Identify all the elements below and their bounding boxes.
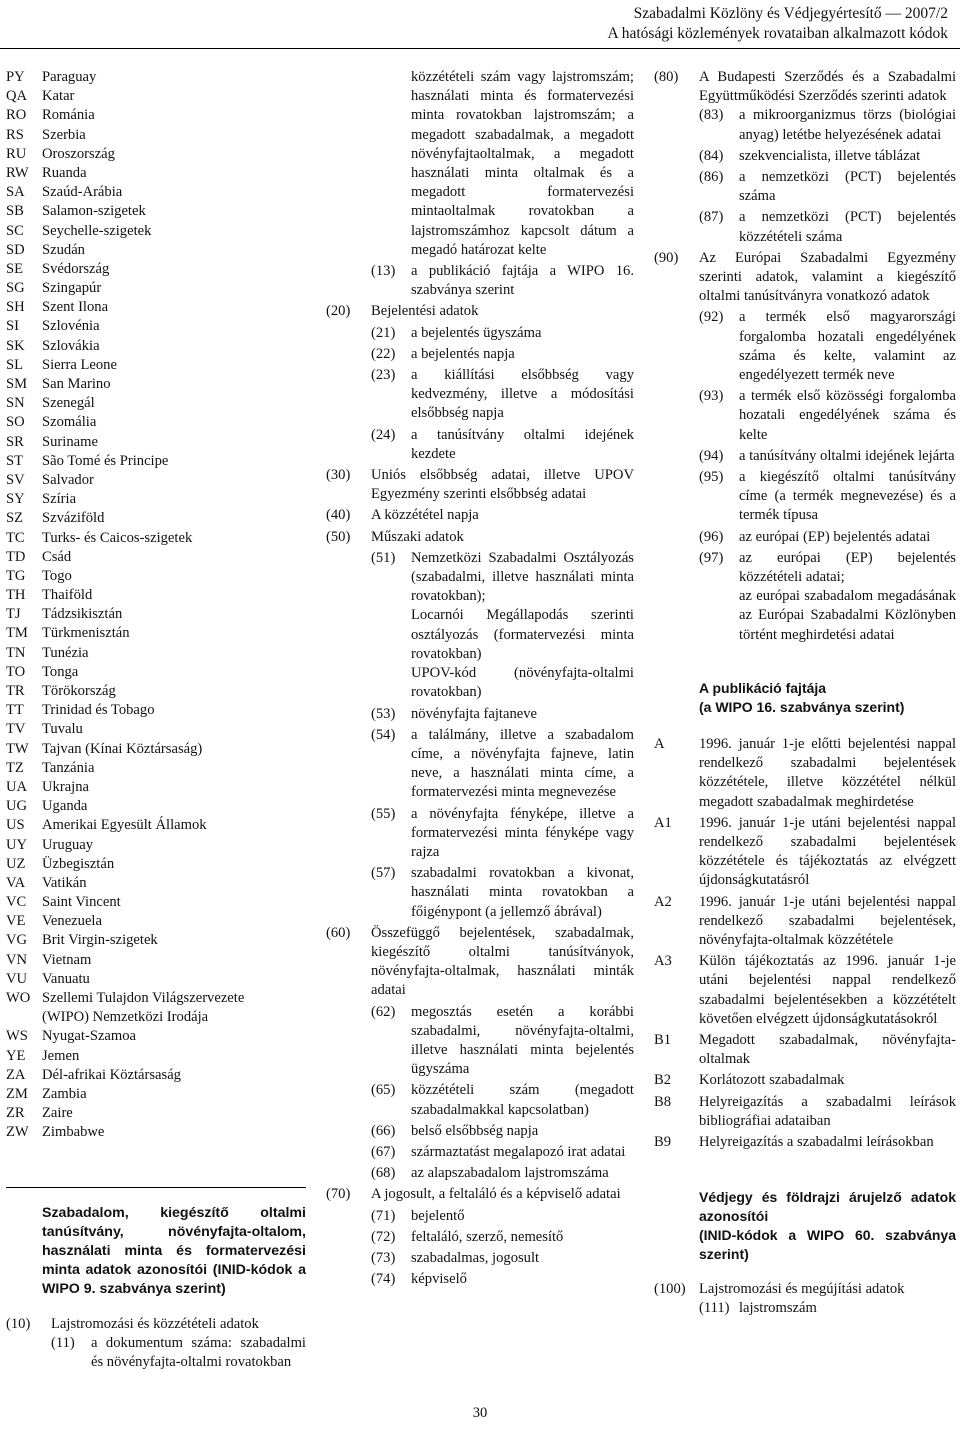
- inid-entry-86: (86) a nemzetközi (PCT) bejelentés száma: [699, 169, 956, 205]
- country-name: Szenegál: [42, 395, 95, 412]
- country-row: [6, 87, 306, 106]
- publication-kind-item: [654, 814, 956, 891]
- publication-kind-code: A3: [654, 953, 672, 970]
- country-code: TH: [6, 587, 26, 604]
- country-row: [6, 317, 306, 336]
- country-row: [6, 68, 306, 87]
- inid-entry-20: (20) Bejelentési adatok: [326, 303, 479, 320]
- trademark-section-title: Védjegy és földrajzi árujelző adatok azonosítói (INID-kódok a WIPO 60. szabványa szerint): [699, 1189, 956, 1263]
- publication-kind-item: [654, 735, 956, 812]
- country-name: Szváziföld: [42, 510, 105, 527]
- country-row: [6, 682, 306, 701]
- publication-kind-item: [654, 1093, 956, 1131]
- country-row: [6, 413, 306, 432]
- inid-entry-84: (84) szekvencialista, illetve táblázat: [699, 147, 921, 164]
- country-row: [6, 931, 306, 950]
- inid-entry-11: (11) a dokumentum száma: szabadalmi és növényfajta-oltalmi rovatokban: [51, 1334, 306, 1370]
- country-code: PY: [6, 69, 25, 85]
- country-code: RW: [6, 164, 29, 181]
- country-code: VN: [6, 951, 28, 968]
- country-code: VE: [6, 913, 26, 930]
- country-name: Törökország: [42, 683, 116, 699]
- country-row: [6, 893, 306, 912]
- publication-kind-text: 1996. január 1-je előtti bejelentési nappal rendelkező szabadalmi bejelentések közzététele, illetve közzététel nélkül megadott szabadalmak meghirdetése: [699, 735, 956, 810]
- country-name: Ukrajna: [42, 778, 90, 795]
- column-middle: [326, 68, 634, 1289]
- publication-kind-item: [654, 1031, 956, 1069]
- country-name: Jemen: [42, 1047, 80, 1064]
- country-name: Salvador: [42, 471, 94, 488]
- country-code: ST: [6, 452, 24, 469]
- inid-entry-83: (83) a mikroorganizmus törzs (biológiai anyag) letétbe helyezésének adatai: [699, 107, 956, 143]
- inid-entry-66: (66) belső elsőbbség napja: [371, 1122, 539, 1139]
- country-code: TJ: [6, 606, 21, 623]
- country-name: Szingapúr: [42, 280, 102, 297]
- inid-entry-62: (62) megosztás esetén a korábbi szabadalmi, növényfajta-oltalmi, illetve használati minta bejelentés ügyszáma: [371, 1003, 634, 1078]
- country-code: TV: [6, 721, 26, 738]
- inid-entry-80: (80) A Budapesti Szerződés és a Szabadalmi Együttműködési Szerződés szerinti adatok: [654, 69, 956, 105]
- country-row: [6, 1085, 306, 1104]
- country-name: Tunézia: [42, 644, 89, 661]
- country-row: [6, 298, 306, 317]
- publication-kind-item: [654, 952, 956, 1029]
- country-code: UZ: [6, 855, 26, 872]
- publication-kind-text: Helyreigazítás a szabadalmi leírások bibliográfiai adataiban: [699, 1093, 956, 1129]
- country-name: Katar: [42, 88, 75, 105]
- country-name: Vietnam: [42, 951, 92, 968]
- inid-entry-51: (51) Nemzetközi Szabadalmi Osztályozás (szabadalmi, illetve használati minta rovatokban); Locarnói Megállapodás szerinti osztályozás (formatervezési minta rovatokban) UPOV-kód (növényfajta-oltalmi rovatokban): [371, 549, 634, 701]
- country-code: SZ: [6, 510, 24, 527]
- country-row: [6, 106, 306, 125]
- country-name: Románia: [42, 107, 95, 124]
- country-row: [6, 855, 306, 874]
- journal-title: Szabadalmi Közlöny és Védjegyértesítő — 2007/2: [633, 5, 948, 22]
- country-code: TM: [6, 625, 28, 642]
- inid-entry-94: (94) a tanúsítvány oltalmi idejének lejárta: [699, 447, 955, 464]
- country-name: Venezuela: [42, 913, 102, 930]
- country-code: SD: [6, 241, 25, 258]
- country-row: [6, 567, 306, 586]
- country-name: Szerbia: [42, 126, 86, 143]
- country-name: Szaúd-Arábia: [42, 184, 123, 201]
- country-row: [6, 279, 306, 298]
- country-name: Szlovénia: [42, 318, 100, 335]
- country-row: [6, 164, 306, 183]
- inid-entry-93: (93) a termék első közösségi forgalomba hozatali engedélyének száma és kelte: [699, 388, 956, 443]
- country-code: SE: [6, 260, 24, 277]
- inid-entry-68: (68) az alapszabadalom lajstromszáma: [371, 1165, 609, 1182]
- country-row: [6, 644, 306, 663]
- country-name: Dél-afrikai Köztársaság: [42, 1066, 181, 1083]
- country-row: [6, 202, 306, 221]
- inid-entry-30: (30) Uniós elsőbbség adatai, illetve UPOV Egyezmény szerinti elsőbbség adatai: [326, 467, 634, 503]
- inid-entry-10: (10) Lajstromozási és közzétételi adatok: [6, 1315, 259, 1332]
- inid-entry-11-continued: közzétételi szám vagy lajstromszám; használati minta és formatervezési minta rovatokban lajstromszám; a megadott szabadalmak, a megadott növényfajtaoltalmak, a megadott használati minta oltalmak és a megadott formatervezési mintaoltalmak rovatokban a lajstromszámhoz kapcsolt dátum a megadó határozat kelte: [411, 69, 634, 258]
- country-name: Szomália: [42, 414, 97, 431]
- country-code: SR: [6, 433, 24, 450]
- country-row: [6, 452, 306, 471]
- inid-entry-100: (100) Lajstromozási és megújítási adatok: [654, 1281, 905, 1298]
- inid-entry-96: (96) az európai (EP) bejelentés adatai: [699, 528, 931, 545]
- country-code: RU: [6, 145, 27, 162]
- country-code: VC: [6, 894, 27, 911]
- country-code: SV: [6, 471, 25, 488]
- inid-entry-97: (97) az európai (EP) bejelentés közzétételi adatai; az európai szabadalom megadásának az Európai Szabadalmi Közlönyben történt meghirdetési adatai: [699, 549, 956, 643]
- country-code: TR: [6, 683, 25, 699]
- page-header: [608, 4, 948, 44]
- country-row: [6, 1066, 306, 1085]
- column-right: [654, 68, 956, 1319]
- inid-entry-13: (13) a publikáció fajtája a WIPO 16. szabványa szerint: [371, 263, 634, 299]
- country-row: [6, 356, 306, 375]
- column-left: [6, 68, 306, 1372]
- inid-entry-70: (70) A jogosult, a feltaláló és a képviselő adatai: [326, 1186, 621, 1203]
- country-code: SN: [6, 395, 25, 412]
- country-row: [6, 548, 306, 567]
- publication-kind-text: 1996. január 1-je utáni bejelentési nappal rendelkező szabadalmi bejelentések közzététele és tájékoztatás az elvégzett újdonságkutatásról: [699, 814, 956, 889]
- country-name: Vatikán: [42, 874, 87, 891]
- country-code: ZM: [6, 1085, 28, 1102]
- country-row: [6, 222, 306, 241]
- country-name: Szent Ilona: [42, 299, 109, 316]
- country-name: Üzbegisztán: [42, 855, 115, 872]
- country-name: Nyugat-Szamoa: [42, 1028, 137, 1045]
- country-name: Seychelle-szigetek: [42, 222, 152, 239]
- country-row: [6, 759, 306, 778]
- country-row: [6, 816, 306, 835]
- inid-entry-111: (111) lajstromszám: [699, 1300, 817, 1317]
- country-name: Vanuatu: [42, 970, 90, 987]
- header-divider: [0, 48, 960, 49]
- inid-entry-40: (40) A közzététel napja: [326, 507, 479, 524]
- country-code: VA: [6, 874, 26, 891]
- country-row: [6, 740, 306, 759]
- country-code: UY: [6, 836, 28, 853]
- country-row: [6, 509, 306, 528]
- country-name: Tonga: [42, 663, 79, 680]
- country-row: [6, 605, 306, 624]
- publication-kind-item: [654, 1071, 956, 1090]
- publication-kind-code: A2: [654, 893, 672, 910]
- country-name: Tajvan (Kínai Köztársaság): [42, 740, 203, 757]
- inid-entry-65: (65) közzétételi szám (megadott szabadalmakkal kapcsolatban): [371, 1082, 634, 1118]
- publication-kind-code: A: [654, 735, 665, 752]
- publication-kind-code: B1: [654, 1031, 672, 1048]
- country-name: Szellemi Tulajdon Világszervezete: [42, 990, 245, 1006]
- publication-kind-code: A1: [654, 814, 672, 831]
- country-code: TZ: [6, 759, 24, 776]
- inid-entry-67: (67) származtatást megalapozó irat adatai: [371, 1143, 626, 1160]
- country-code: WS: [6, 1028, 28, 1045]
- publication-kind-text: Korlátozott szabadalmak: [699, 1072, 845, 1089]
- country-code: SI: [6, 318, 19, 335]
- country-name: San Marino: [42, 376, 111, 392]
- inid-entry-54: (54) a találmány, illetve a szabadalom címe, a növényfajta fajneve, latin neve, a használati minta címe, a formatervezési minta megnevezése: [371, 726, 634, 801]
- country-name: Zimbabwe: [42, 1124, 105, 1141]
- inid-patent-title: Szabadalom, kiegészítő oltalmi tanúsítvány, növényfajta-oltalom, használati minta és formatervezési minta adatok azonosítói (INID-kódok a WIPO 9. szabványa szerint): [42, 1204, 306, 1297]
- country-code: SB: [6, 203, 24, 220]
- publication-kind-text: Külön tájékoztatás az 1996. január 1-je utáni bejelentési nappal rendelkező szabadalmi bejelentésekben a közzétételt követően elvégzett újdonságkutatásokról: [699, 953, 956, 1027]
- publication-kind-text: Helyreigazítás a szabadalmi leírásokban: [699, 1133, 934, 1150]
- country-row: [6, 375, 306, 394]
- country-code: SG: [6, 280, 25, 297]
- country-code: SO: [6, 414, 25, 431]
- country-code: VU: [6, 970, 28, 987]
- country-name: Sierra Leone: [42, 356, 117, 373]
- country-code: UG: [6, 798, 28, 815]
- country-name: Csád: [42, 548, 72, 565]
- inid-entry-73: (73) szabadalmas, jogosult: [371, 1249, 540, 1266]
- section-title-header: A hatósági közlemények rovataiban alkalmazott kódok: [607, 25, 948, 42]
- inid-entry-57: (57) szabadalmi rovatokban a kivonat, használati minta rovatokban a főigénypont (a jellemző ábrával): [371, 865, 634, 920]
- page-number: 30: [472, 1405, 488, 1421]
- inid-entry-71: (71) bejelentő: [371, 1207, 465, 1224]
- inid-entry-95: (95) a kiegészítő oltalmi tanúsítvány címe (a termék megnevezése) és a termék típusa: [699, 469, 956, 524]
- inid-entry-24: (24) a tanúsítvány oltalmi idejének kezdete: [371, 426, 634, 462]
- country-code: ZR: [6, 1105, 25, 1122]
- country-code: SH: [6, 299, 25, 316]
- country-code: SA: [6, 184, 25, 201]
- country-row: [6, 1008, 306, 1027]
- country-name: Szlovákia: [42, 337, 100, 354]
- inid-entry-22: (22) a bejelentés napja: [371, 345, 515, 362]
- country-row: [6, 912, 306, 931]
- country-name: Turks- és Caicos-szigetek: [42, 529, 193, 546]
- country-code: TD: [6, 548, 26, 565]
- country-name: Tanzánia: [42, 759, 95, 776]
- section-divider: [6, 1187, 306, 1188]
- country-row: [6, 1123, 306, 1142]
- country-name: Suriname: [42, 433, 98, 450]
- country-name: Szudán: [42, 241, 85, 258]
- country-name: Zambia: [42, 1085, 87, 1102]
- country-name: Salamon-szigetek: [42, 203, 146, 220]
- country-name: São Tomé és Principe: [42, 452, 169, 469]
- country-name: Tuvalu: [42, 721, 83, 738]
- publication-kind-title: A publikáció fajtája (a WIPO 16. szabványa szerint): [699, 679, 905, 715]
- country-code: WO: [6, 990, 31, 1006]
- country-code: ZW: [6, 1124, 29, 1141]
- country-code: US: [6, 817, 25, 834]
- inid-entry-55: (55) a növényfajta fényképe, illetve a formatervezési minta fényképe vagy rajza: [371, 805, 634, 860]
- country-code: VG: [6, 932, 28, 949]
- country-row: [6, 145, 306, 164]
- inid-entry-92: (92) a termék első magyarországi forgalomba hozatali engedélyének száma és kelte, valamint az engedélyezett termék neve: [699, 309, 956, 384]
- country-name: Uganda: [42, 798, 88, 815]
- country-row: [6, 874, 306, 893]
- publication-kind-code: B8: [654, 1093, 672, 1110]
- country-row: [6, 586, 306, 605]
- country-code: ZA: [6, 1066, 26, 1083]
- country-row: [6, 490, 306, 509]
- country-row: [6, 241, 306, 260]
- country-code: SL: [6, 356, 24, 373]
- country-name: Tádzsikisztán: [42, 606, 123, 623]
- publication-kind-code: B9: [654, 1133, 672, 1150]
- country-name: Amerikai Egyesült Államok: [42, 817, 207, 834]
- country-name: Oroszország: [42, 145, 115, 162]
- country-row: [6, 836, 306, 855]
- country-row: [6, 126, 306, 145]
- country-row: [6, 260, 306, 279]
- country-name: Zaire: [42, 1105, 73, 1122]
- country-row: [6, 778, 306, 797]
- country-row: [6, 1104, 306, 1123]
- country-code: YE: [6, 1047, 26, 1064]
- country-name: (WIPO) Nemzetközi Irodája: [42, 1009, 209, 1026]
- country-row: [6, 624, 306, 643]
- country-row: [6, 797, 306, 816]
- inid-entry-72: (72) feltaláló, szerző, nemesítő: [371, 1228, 564, 1245]
- country-name: Svédország: [42, 260, 110, 277]
- country-name: Togo: [42, 567, 72, 584]
- country-name: Saint Vincent: [42, 894, 121, 911]
- country-name: Trinidad és Tobago: [42, 702, 155, 719]
- country-row: [6, 663, 306, 682]
- country-row: [6, 720, 306, 739]
- country-row: [6, 989, 306, 1008]
- country-row: [6, 394, 306, 413]
- country-code: TO: [6, 663, 26, 680]
- publication-kind-text: Megadott szabadalmak, növényfajta-oltalmak: [699, 1031, 956, 1068]
- inid-entry-50: (50) Műszaki adatok: [326, 528, 464, 545]
- country-name: Paraguay: [42, 69, 97, 85]
- country-name: Uruguay: [42, 836, 94, 853]
- country-row: [6, 970, 306, 989]
- inid-entry-87: (87) a nemzetközi (PCT) bejelentés közzétételi száma: [699, 209, 956, 245]
- country-code: SY: [6, 491, 25, 508]
- country-row: [6, 951, 306, 970]
- country-name: Türkmenisztán: [42, 625, 130, 642]
- country-name: Brit Virgin-szigetek: [42, 932, 158, 949]
- country-row: [6, 1027, 306, 1046]
- country-code: TW: [6, 740, 29, 757]
- inid-entry-60: (60) Összefüggő bejelentések, szabadalmak, kiegészítő oltalmi tanúsítványok, növényfajta-oltalmak, használati minták adatai: [326, 924, 634, 999]
- country-code: TG: [6, 567, 26, 584]
- country-code: SM: [6, 376, 28, 392]
- country-code: SK: [6, 337, 25, 354]
- publication-kind-code: B2: [654, 1072, 672, 1089]
- inid-entry-90: (90) Az Európai Szabadalmi Egyezmény szerinti adatok, valamint a kiegészítő oltalmi tanúsítványra vonatkozó adatok: [654, 249, 956, 305]
- country-row: [6, 701, 306, 720]
- country-code: UA: [6, 778, 28, 795]
- country-row: [6, 529, 306, 548]
- country-name: Szíria: [42, 491, 77, 508]
- publication-kind-list: [654, 735, 956, 1152]
- country-name: Thaiföld: [42, 587, 93, 604]
- country-code-list: [6, 68, 306, 1143]
- inid-entry-23: (23) a kiállítási elsőbbség vagy kedvezmény, illetve a módosítási elsőbbség napja: [371, 367, 634, 422]
- country-code: RO: [6, 107, 27, 124]
- country-code: QA: [6, 88, 28, 105]
- country-row: [6, 183, 306, 202]
- country-code: SC: [6, 222, 24, 239]
- country-code: TN: [6, 644, 26, 661]
- inid-entry-74: (74) képviselő: [371, 1271, 467, 1288]
- country-code: TT: [6, 702, 24, 719]
- country-row: [6, 337, 306, 356]
- country-code: [6, 1008, 42, 1027]
- country-code: TC: [6, 529, 25, 546]
- country-row: [6, 1047, 306, 1066]
- publication-kind-item: [654, 893, 956, 951]
- publication-kind-text: 1996. január 1-je utáni bejelentési nappal rendelkező szabadalmi bejelentések, növényfajta-oltalmak közzététele: [699, 893, 956, 948]
- country-name: Ruanda: [42, 164, 87, 181]
- publication-kind-item: [654, 1133, 956, 1152]
- country-row: [6, 471, 306, 490]
- country-row: [6, 433, 306, 452]
- inid-entry-21: (21) a bejelentés ügyszáma: [371, 324, 542, 341]
- country-code: RS: [6, 126, 24, 143]
- inid-entry-53: (53) növényfajta fajtaneve: [371, 705, 538, 722]
